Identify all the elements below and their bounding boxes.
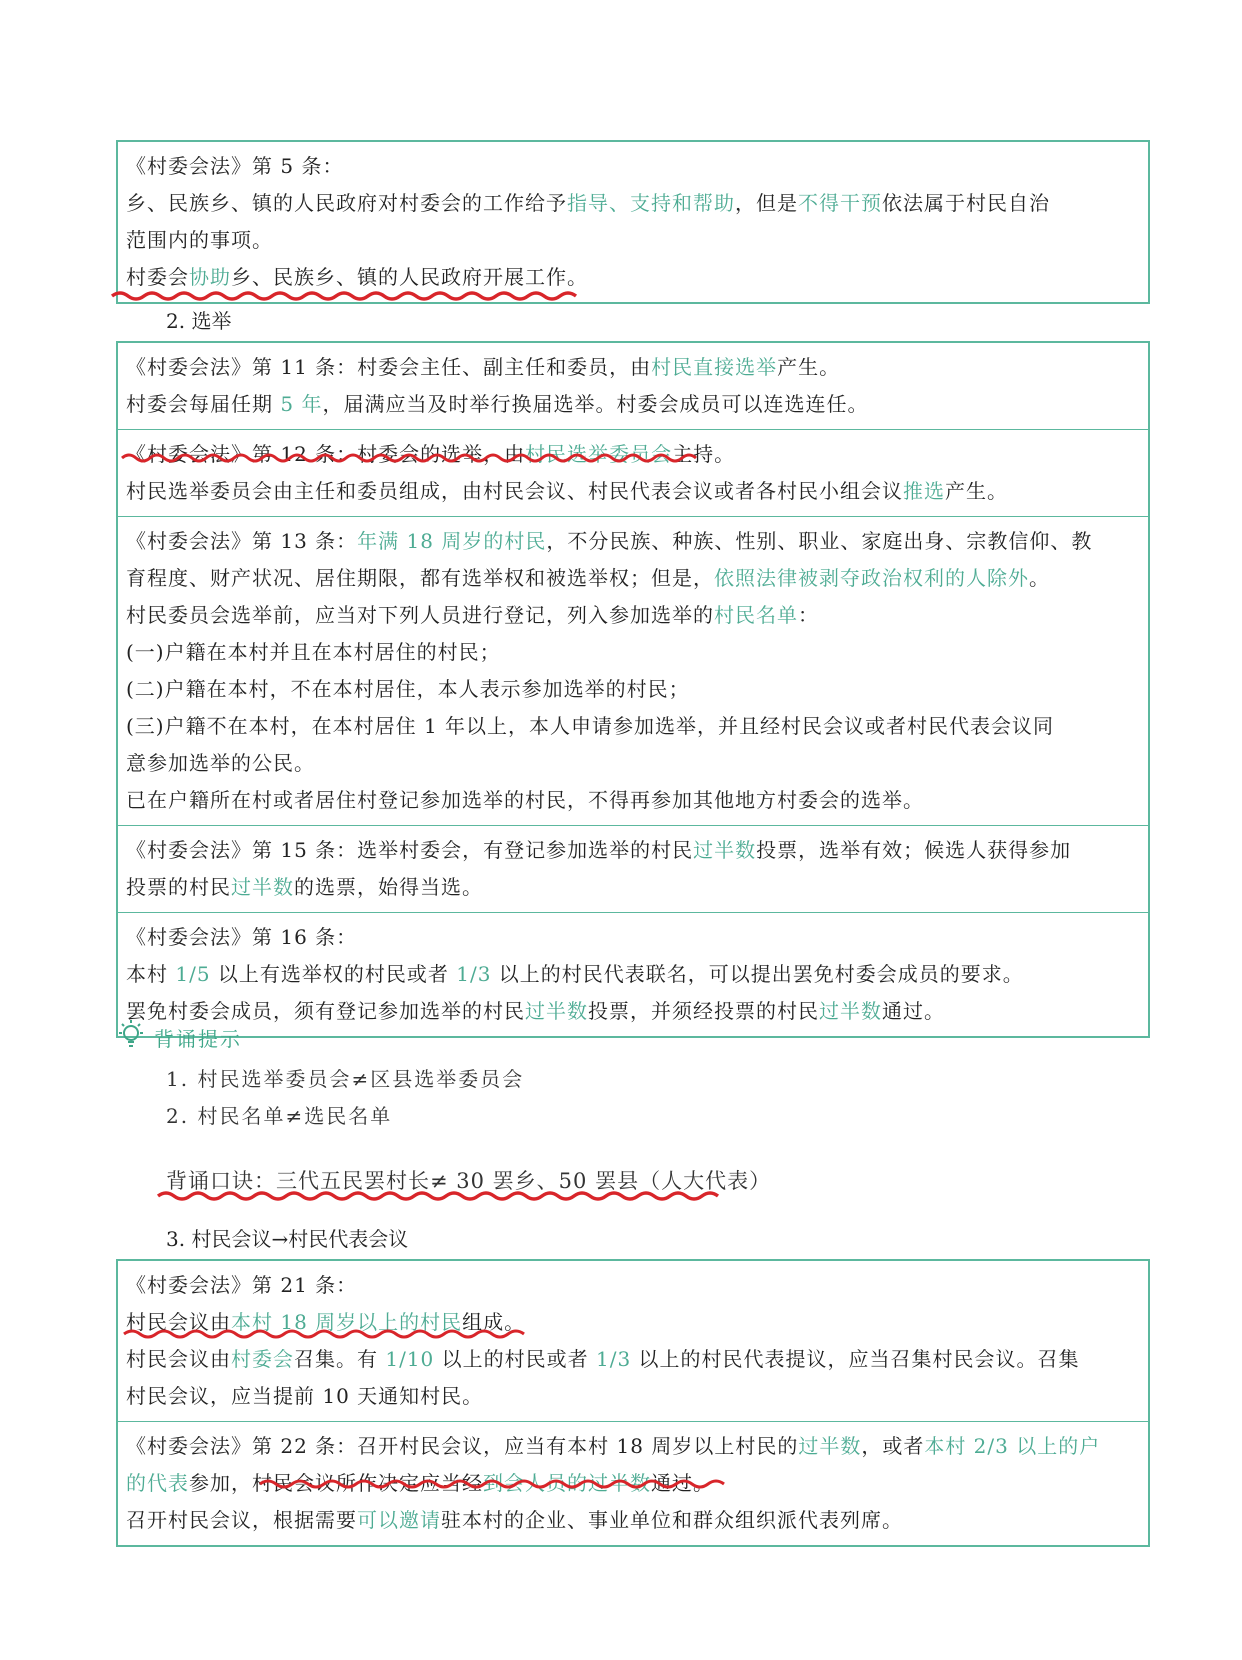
article-12-line: 村民选举委员会由主任和委员组成，由村民会议、村民代表会议或者各村民小组会议推选产生。 — [126, 479, 1008, 503]
lightbulb-icon — [116, 1018, 146, 1052]
article-box-5 — [116, 140, 1150, 304]
article-13-item: (二)户籍在本村，不在本村居住，本人表示参加选举的村民； — [126, 677, 690, 701]
article-15 — [118, 825, 1148, 912]
article-16-title: 《村委会法》第 16 条： — [126, 925, 358, 949]
article-22-line: 《村委会法》第 22 条：召开村民会议，应当有本村 18 周岁以上村民的过半数，或者本村 2/3 以上的户 — [126, 1434, 1101, 1458]
article-12 — [118, 429, 1148, 516]
article-box-election — [116, 341, 1150, 1038]
article-13-item: (三)户籍不在本村，在本村居住 1 年以上，本人申请参加选举，并且经村民会议或者村民代表会议同 — [126, 714, 1055, 738]
article-13-item: (一)户籍在本村并且在本村居住的村民； — [126, 640, 501, 664]
section-heading-election: 2. 选举 — [166, 309, 232, 333]
article-box-meeting — [116, 1259, 1150, 1547]
article-11-line: 《村委会法》第 11 条：村委会主任、副主任和委员，由村民直接选举产生。 — [126, 355, 841, 379]
article-16 — [118, 912, 1148, 1036]
article-13 — [118, 516, 1148, 825]
article-22-line: 召开村民会议，根据需要可以邀请驻本村的企业、事业单位和群众组织派代表列席。 — [126, 1508, 903, 1532]
article-5-line: 范围内的事项。 — [126, 228, 273, 252]
mnemonic-line: 背诵口诀：三代五民罢村长≠ 30 罢乡、50 罢县（人大代表） — [166, 1169, 772, 1193]
article-13-line: 《村委会法》第 13 条：年满 18 周岁的村民，不分民族、种族、性别、职业、家庭出身、宗教信仰、教 — [126, 529, 1093, 553]
section-heading-meeting: 3. 村民会议→村民代表会议 — [166, 1227, 409, 1251]
article-12-line: 《村委会法》第 12 条：村委会的选举，由村民选举委员会主持。 — [126, 442, 736, 466]
article-22-line: 的代表参加，村民会议所作决定应当经到会人员的过半数通过。 — [126, 1471, 714, 1495]
article-16-line: 本村 1/5 以上有选举权的村民或者 1/3 以上的村民代表联名，可以提出罢免村委会成员的要求。 — [126, 962, 1024, 986]
article-13-line: 意参加选举的公民。 — [126, 751, 315, 775]
tips-title: 背诵提示 — [154, 1027, 242, 1051]
article-11-line: 村委会每届任期 5 年，届满应当及时举行换届选举。村委会成员可以连选连任。 — [126, 392, 869, 416]
article-13-line: 育程度、财产状况、居住期限，都有选举权和被选举权；但是，依照法律被剥夺政治权利的人除外。 — [126, 566, 1050, 590]
article-21-line: 村民会议，应当提前 10 天通知村民。 — [126, 1384, 484, 1408]
article-21 — [118, 1261, 1148, 1421]
article-15-line: 《村委会法》第 15 条：选举村委会，有登记参加选举的村民过半数投票，选举有效；候选人获得参加 — [126, 838, 1072, 862]
article-15-line: 投票的村民过半数的选票，始得当选。 — [126, 875, 483, 899]
article-5-line: 村委会协助乡、民族乡、镇的人民政府开展工作。 — [126, 265, 588, 289]
article-21-line: 村民会议由本村 18 周岁以上的村民组成。 — [126, 1310, 526, 1334]
article-5 — [118, 142, 1148, 302]
tips-item: 1. 村民选举委员会≠区县选举委员会 — [166, 1067, 525, 1091]
article-22 — [118, 1421, 1148, 1545]
article-21-line: 村民会议由村委会召集。有 1/10 以上的村民或者 1/3 以上的村民代表提议，应当召集村民会议。召集 — [126, 1347, 1080, 1371]
tips-item: 2. 村民名单≠选民名单 — [166, 1104, 393, 1128]
article-5-title: 《村委会法》第 5 条： — [126, 154, 344, 178]
article-11 — [118, 343, 1148, 429]
article-16-line: 罢免村委会成员，须有登记参加选举的村民过半数投票，并须经投票的村民过半数通过。 — [126, 999, 945, 1023]
article-21-title: 《村委会法》第 21 条： — [126, 1273, 358, 1297]
article-13-line: 已在户籍所在村或者居住村登记参加选举的村民，不得再参加其他地方村委会的选举。 — [126, 788, 924, 812]
article-13-line: 村民委员会选举前，应当对下列人员进行登记，列入参加选举的村民名单： — [126, 603, 819, 627]
article-5-line: 乡、民族乡、镇的人民政府对村委会的工作给予指导、支持和帮助，但是不得干预依法属于村民自治 — [126, 191, 1050, 215]
